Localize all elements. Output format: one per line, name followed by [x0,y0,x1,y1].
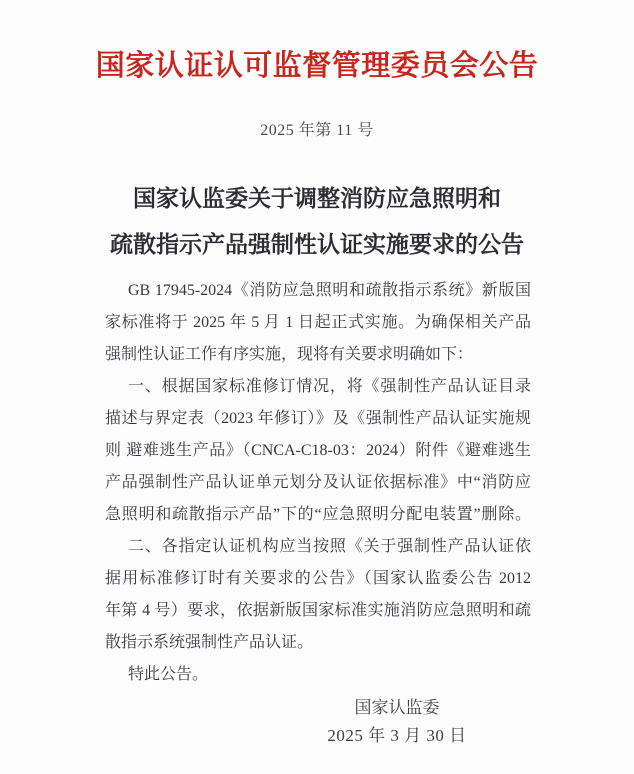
document-line: 急照明和疏散指示产品”下的“应急照明分配电装置”删除。 [105,506,531,523]
closing-line: 特此公告。 [128,666,209,683]
document-line: 一、根据国家标准修订情况，将《强制性产品认证目录 [128,378,531,395]
document-title-line1: 国家认监委关于调整消防应急照明和 [133,186,501,211]
document-line: 家标准将于 2025 年 5 月 1 日起正式实施。为确保相关产品 [105,314,531,331]
document-line: 强制性认证工作有序实施，现将有关要求明确如下： [105,346,474,363]
document-line: GB 17945-2024《消防应急照明和疏散指示系统》新版国 [128,282,531,299]
document-line: 描述与界定表（2023 年修订）》及《强制性产品认证实施规 [105,410,531,427]
agency-title: 国家认证认可监督管理委员会公告 [95,50,539,82]
document-line: 年第 4 号）要求，依据新版国家标准实施消防应急照明和疏 [105,602,531,619]
signature-block [277,694,517,750]
issue-number: 2025 年第 11 号 [260,122,374,139]
document-body [0,275,634,691]
signature-date: 2025 年 3 月 30 日 [327,726,467,745]
document-title [0,176,634,268]
document-title-line2: 疏散指示产品强制性认证实施要求的公告 [110,232,524,257]
document-line: 据用标准修订时有关要求的公告》（国家认监委公告 2012 [105,570,531,587]
document-line: 产品强制性产品认证单元划分及认证依据标准》中“消防应 [105,474,531,491]
document-line: 二、各指定认证机构应当按照《关于强制性产品认证依 [128,538,531,555]
document-line: 则 避难逃生产品》（CNCA-C18-03：2024）附件《避难逃生 [105,442,531,459]
document-line: 散指示系统强制性产品认证。 [105,634,314,651]
signature-agency: 国家认监委 [354,698,440,717]
